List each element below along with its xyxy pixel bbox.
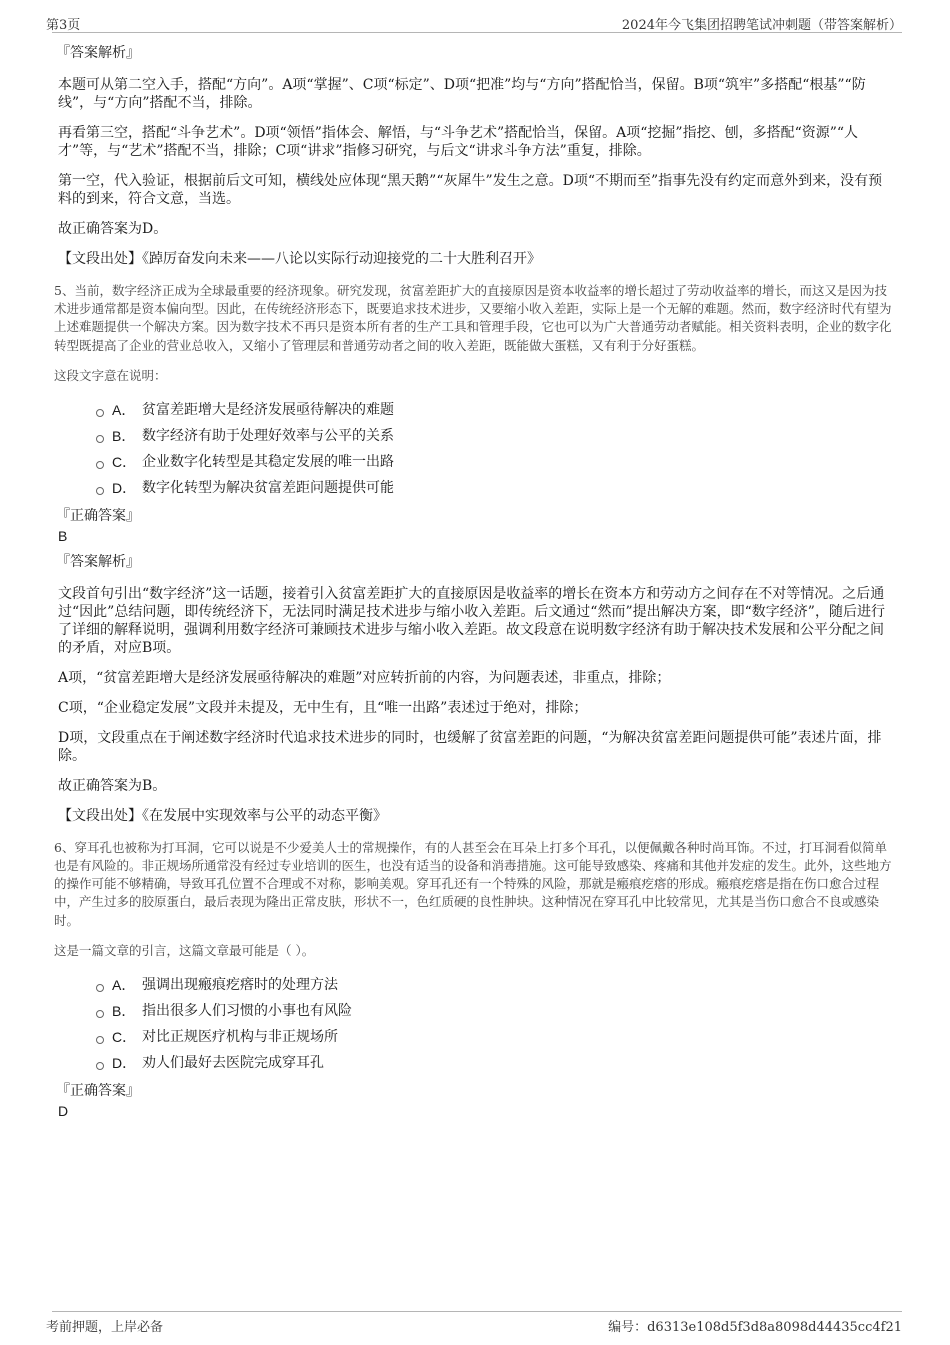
radio-icon[interactable] xyxy=(96,461,104,469)
option-list xyxy=(96,972,896,1076)
option-text: 强调出现瘢痕疙瘩时的处理方法 xyxy=(142,976,338,993)
source-citation: 【文段出处】《在发展中实现效率与公平的动态平衡》 xyxy=(58,807,387,824)
source-citation: 【文段出处】《踔厉奋发向未来——八论以实际行动迎接党的二十大胜利召开》 xyxy=(58,251,541,267)
option-letter: D． xyxy=(112,479,137,496)
option-letter: A． xyxy=(112,401,136,418)
option-text: 企业数字化转型是其稳定发展的唯一出路 xyxy=(142,453,394,470)
option-text: 指出很多人们习惯的小事也有风险 xyxy=(142,1002,352,1019)
question-prompt: 这是一篇文章的引言，这篇文章最可能是（ ）。 xyxy=(54,942,315,958)
radio-icon[interactable] xyxy=(96,1036,104,1044)
page-footer xyxy=(46,1311,902,1335)
correct-answer: B xyxy=(58,527,68,544)
option-letter: B． xyxy=(112,427,136,444)
option-letter: D． xyxy=(112,1054,137,1071)
radio-icon[interactable] xyxy=(96,1062,104,1070)
analysis-conclusion: 故正确答案为D。 xyxy=(58,221,168,237)
radio-icon[interactable] xyxy=(96,435,104,443)
analysis-paragraph: C项，“企业稳定发展”文段并未提及，无中生有，且“唯一出路”表述过于绝对，排除； xyxy=(58,699,588,716)
analysis-paragraph: D项，文段重点在于阐述数字经济时代追求技术进步的同时，也缓解了贫富差距的问题，“为解决贫富差距问题提供可能”表述片面，排除。 xyxy=(58,729,882,764)
analysis-paragraph: 文段首句引出“数字经济”这一话题，接着引入贫富差距扩大的直接原因是收益率的增长在资本方和劳动方之间存在不对等情况。之后通过“因此”总结问题，即传统经济下，无法同时满足技术进步与缩小收入差距。后文通过“然而”提出解决方案，即“数字经济”，随后进行了详细的解释说明，强调利用数字经济可兼顾技术进步与缩小收入差距。故文段意在说明数字经济有助于解决技术发展和公平分配之间的矛盾，对应B项。 xyxy=(58,585,885,656)
analysis-paragraph: 本题可从第二空入手，搭配“方向”。A项“掌握”、C项“标定”、D项“把准”均与“方向”搭配恰当，保留。B项“筑牢”多搭配“根基”“防线”，与“方向”搭配不当，排除。 xyxy=(58,77,866,111)
correct-answer: D xyxy=(58,1102,69,1119)
analysis-conclusion: 故正确答案为B。 xyxy=(58,777,167,794)
option-list xyxy=(96,397,896,501)
option-a[interactable] xyxy=(96,972,896,998)
question-prompt: 这段文字意在说明： xyxy=(54,367,167,383)
document-title: 2024年今飞集团招聘笔试冲刺题（带答案解析） xyxy=(621,18,902,33)
analysis-paragraph: 第一空，代入验证，根据前后文可知，横线处应体现“黑天鹅”“灰犀牛”发生之意。D项“不期而至”指事先没有约定而意外到来，没有预料的到来，符合文意，当选。 xyxy=(58,173,883,207)
document-code: 编号：d6313e108d5f3d8a8098d44435cc4f21 xyxy=(608,1320,902,1335)
question-stem: 5、当前，数字经济正成为全球最重要的经济现象。研究发现，贫富差距扩大的直接原因是资本收益率的增长超过了劳动收益率的增长，而这又是因为技术进步通常都是资本偏向型。因此，在传统经济形态下，既要追求技术进步，又要缩小收入差距，实际上是一个无解的难题。然而，数字经济时代有望为上述难题提供一个解决方案。因为数字技术不再只是资本所有者的生产工具和管理手段，它也可以为广大普通劳动者赋能。相关资料表明，企业的数字化转型既提高了企业的营业总收入，又缩小了管理层和普通劳动者之间的收入差距，既能做大蛋糕，又有利于分好蛋糕。 xyxy=(54,283,892,353)
page-content xyxy=(56,44,896,1128)
analysis-paragraph: A项，“贫富差距增大是经济发展亟待解决的难题”对应转折前的内容，为问题表述，非重点，排除； xyxy=(58,669,671,686)
radio-icon[interactable] xyxy=(96,1010,104,1018)
option-text: 对比正规医疗机构与非正规场所 xyxy=(142,1028,338,1045)
option-text: 贫富差距增大是经济发展亟待解决的难题 xyxy=(142,401,394,418)
option-text: 劝人们最好去医院完成穿耳孔 xyxy=(142,1054,324,1071)
option-d[interactable] xyxy=(96,475,896,501)
option-c[interactable] xyxy=(96,1024,896,1050)
page-header xyxy=(46,14,902,33)
option-letter: A． xyxy=(112,976,136,993)
option-text: 数字经济有助于处理好效率与公平的关系 xyxy=(142,427,394,444)
option-text: 数字化转型为解决贫富差距问题提供可能 xyxy=(142,479,394,496)
radio-icon[interactable] xyxy=(96,984,104,992)
footer-slogan: 考前押题，上岸必备 xyxy=(46,1320,164,1335)
option-a[interactable] xyxy=(96,397,896,423)
option-letter: B． xyxy=(112,1002,136,1019)
option-b[interactable] xyxy=(96,423,896,449)
option-b[interactable] xyxy=(96,998,896,1024)
analysis-paragraph: 再看第三空，搭配“斗争艺术”。D项“领悟”指体会、解悟，与“斗争艺术”搭配恰当，保留。A项“挖掘”指挖、刨，多搭配“资源”“人才”等，与“艺术”搭配不当，排除；C项“讲求”指修习研究，与后文“讲求斗争方法”重复，排除。 xyxy=(58,125,859,159)
analysis-label: 『答案解析』 xyxy=(56,45,140,61)
option-c[interactable] xyxy=(96,449,896,475)
radio-icon[interactable] xyxy=(96,409,104,417)
option-letter: C． xyxy=(112,453,137,470)
radio-icon[interactable] xyxy=(96,487,104,495)
question-stem: 6、穿耳孔也被称为打耳洞，它可以说是不少爱美人士的常规操作，有的人甚至会在耳朵上打多个耳孔，以便佩戴各种时尚耳饰。不过，打耳洞看似简单也是有风险的。非正规场所通常没有经过专业培训的医生，也没有适当的设备和消毒措施。这可能导致感染、疼痛和其他并发症的发生。此外，这些地方的操作可能不够精确，导致耳孔位置不合理或不对称，影响美观。穿耳孔还有一个特殊的风险，那就是瘢痕疙瘩的形成。瘢痕疙瘩是指在伤口愈合过程中，产生过多的胶原蛋白，最后表现为隆出正常皮肤，形状不一，色红质硬的良性肿块。这种情况在穿耳孔中比较常见，尤其是当伤口愈合不良或感染时。 xyxy=(54,839,892,928)
answer-label: 『正确答案』 xyxy=(56,507,140,524)
analysis-label: 『答案解析』 xyxy=(56,553,140,570)
option-d[interactable] xyxy=(96,1050,896,1076)
page-number: 第3页 xyxy=(46,18,81,33)
answer-label: 『正确答案』 xyxy=(56,1082,140,1099)
option-letter: C． xyxy=(112,1028,137,1045)
